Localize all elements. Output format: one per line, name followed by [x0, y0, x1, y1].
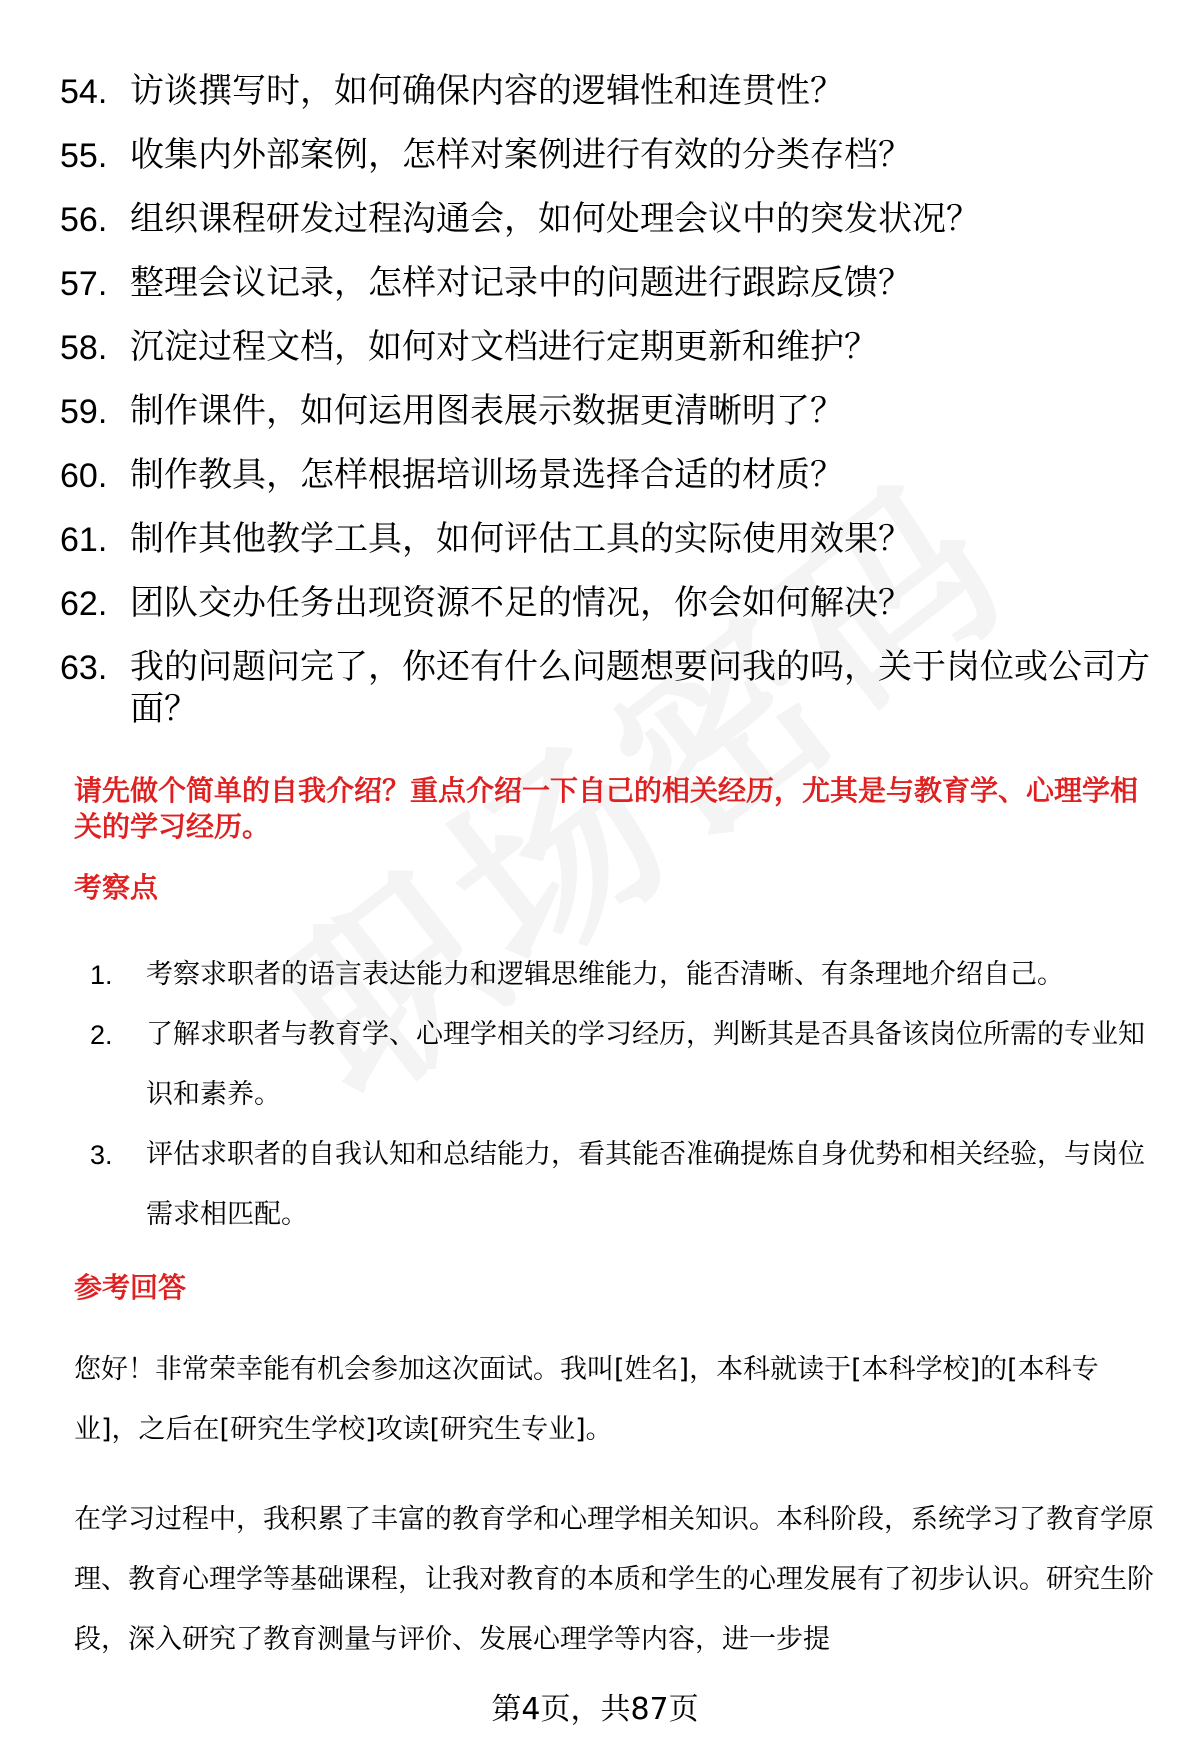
question-number: 61.: [60, 521, 108, 559]
question-item: [60, 134, 1150, 178]
question-number: 54.: [60, 73, 108, 111]
question-text: 整理会议记录，怎样对记录中的问题进行跟踪反馈？: [130, 263, 912, 303]
question-text: 制作课件，如何运用图表展示数据更清晰明了？: [130, 391, 844, 431]
point-number: 2.: [90, 1020, 113, 1050]
question-item: [60, 70, 1150, 114]
question-number: 59.: [60, 393, 108, 431]
question-text: 制作其他教学工具，如何评估工具的实际使用效果？: [130, 519, 912, 559]
featured-question: 请先做个简单的自我介绍？重点介绍一下自己的相关经历，尤其是与教育学、心理学相关的学习经历。: [74, 774, 1139, 843]
question-item: [60, 518, 1150, 562]
assessment-point: [74, 1125, 1154, 1245]
question-text: 我的问题问完了，你还有什么问题想要问我的吗，关于岗位或公司方面？: [130, 647, 1150, 729]
question-item: [60, 390, 1150, 434]
point-number: 1.: [90, 960, 113, 990]
point-text: 了解求职者与教育学、心理学相关的学习经历，判断其是否具备该岗位所需的专业知识和素养。: [146, 1019, 1145, 1110]
point-number: 3.: [90, 1140, 113, 1170]
question-number: 56.: [60, 201, 108, 239]
point-text: 评估求职者的自我认知和总结能力，看其能否准确提炼自身优势和相关经验，与岗位需求相匹配。: [146, 1139, 1145, 1230]
assessment-heading: 考察点: [74, 871, 159, 904]
page-footer: 第4页，共87页: [491, 1692, 699, 1727]
question-item: [60, 326, 1150, 370]
question-item: [60, 646, 1150, 730]
question-number: 55.: [60, 137, 108, 175]
question-text: 团队交办任务出现资源不足的情况，你会如何解决？: [130, 583, 912, 623]
question-item: [60, 454, 1150, 498]
question-item: [60, 262, 1150, 306]
point-text: 考察求职者的语言表达能力和逻辑思维能力，能否清晰、有条理地介绍自己。: [146, 959, 1064, 990]
assessment-point: [74, 1005, 1154, 1125]
question-text: 沉淀过程文档，如何对文档进行定期更新和维护？: [130, 327, 878, 367]
question-text: 组织课程研发过程沟通会，如何处理会议中的突发状况？: [130, 199, 980, 239]
assessment-points: [74, 945, 1154, 1245]
question-number: 58.: [60, 329, 108, 367]
question-number: 60.: [60, 457, 108, 495]
question-number: 57.: [60, 265, 108, 303]
question-text: 访谈撰写时，如何确保内容的逻辑性和连贯性？: [130, 71, 844, 111]
question-number: 63.: [60, 649, 108, 687]
answer-heading: 参考回答: [74, 1271, 187, 1304]
assessment-point: [74, 945, 1154, 1005]
question-text: 制作教具，怎样根据培训场景选择合适的材质？: [130, 455, 844, 495]
question-item: [60, 198, 1150, 242]
question-text: 收集内外部案例，怎样对案例进行有效的分类存档？: [130, 135, 912, 175]
answer-paragraph: 您好！非常荣幸能有机会参加这次面试。我叫[姓名]，本科就读于[本科学校]的[本科专业]，之后在[研究生学校]攻读[研究生专业]。: [74, 1354, 1099, 1445]
question-number: 62.: [60, 585, 108, 623]
question-item: [60, 582, 1150, 626]
question-list: [60, 70, 1150, 730]
answer-paragraph: 在学习过程中，我积累了丰富的教育学和心理学相关知识。本科阶段，系统学习了教育学原理、教育心理学等基础课程，让我对教育的本质和学生的心理发展有了初步认识。研究生阶段，深入研究了教育测量与评价、发展心理学等内容，进一步提: [74, 1504, 1154, 1655]
